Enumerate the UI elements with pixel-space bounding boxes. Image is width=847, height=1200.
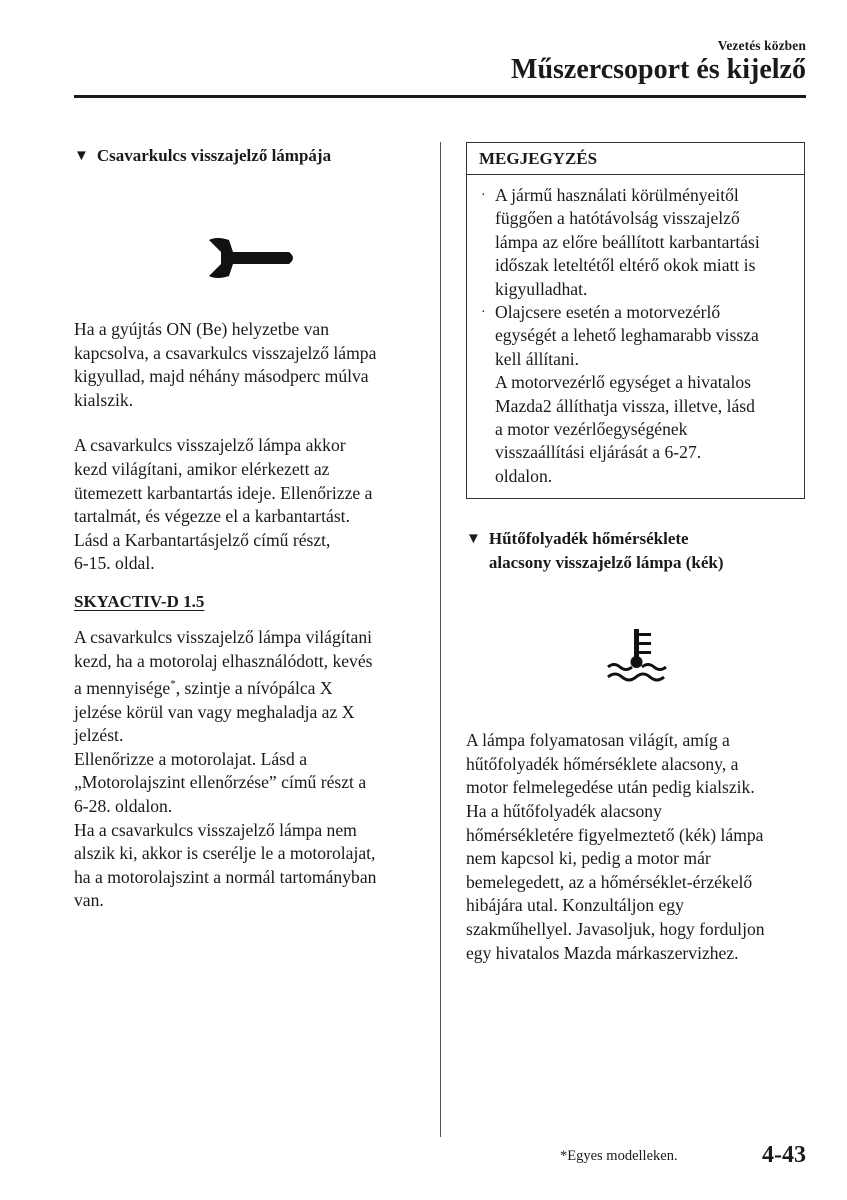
text-line: Lásd a Karbantartásjelző című részt, <box>74 529 331 550</box>
coolant-section-heading <box>466 527 807 575</box>
triangle-marker-icon: ▼ <box>74 148 89 164</box>
note-body <box>467 175 804 498</box>
text-line: kell állítani. <box>495 348 580 369</box>
text-line: függően a hatótávolság visszajelző <box>495 208 740 229</box>
text-line: A csavarkulcs visszajelző lámpa akkor <box>74 435 346 456</box>
text-line: bemelegedett, az a hőmérséklet-érzékelő <box>466 871 753 892</box>
text-line: motor felmelegedése után pedig kialszik. <box>466 777 755 798</box>
text-line: kigyulladhat. <box>495 278 588 299</box>
wrench-paragraph-2 <box>74 434 424 576</box>
text-line: lámpa az előre beállított karbantartási <box>495 231 760 252</box>
text-line: A csavarkulcs visszajelző lámpa világítani <box>74 626 373 647</box>
text-line: hibájára utal. Konzultáljon egy <box>466 895 684 916</box>
text-line: 6-15. oldal. <box>74 553 155 574</box>
coolant-paragraph <box>466 729 807 965</box>
text-line: kezd világítani, amikor elérkezett az <box>74 458 330 479</box>
text-line: 6-28. oldalon. <box>74 795 173 816</box>
text-line: hőmérsékletére figyelmeztető (kék) lámpa <box>466 824 764 845</box>
heading-line: alacsony visszajelző lámpa (kék) <box>488 553 724 573</box>
text-line: ha a motorolajszint a normál tartományban <box>74 866 377 887</box>
text-line: hűtőfolyadék hőmérséklete alacsony, a <box>466 753 739 774</box>
wrench-icon-wrap <box>74 228 424 288</box>
text-line: A lámpa folyamatosan világít, amíg a <box>466 730 730 751</box>
right-column <box>466 142 807 965</box>
text-line: Ha a hűtőfolyadék alacsony <box>466 801 662 822</box>
header-section-label: Vezetés közben <box>717 38 806 53</box>
text-line: kapcsolva, a csavarkulcs visszajelző lámpa <box>74 342 377 363</box>
footnote-marker: * <box>170 678 176 691</box>
text-line: „Motorolajszint ellenőrzése” című részt a <box>74 772 367 793</box>
text-line: kezd, ha a motorolaj elhasználódott, kevés <box>74 650 373 671</box>
text-line: ütemezett karbantartás ideje. Ellenőrizze a <box>74 482 373 503</box>
coolant-icon-wrap <box>466 625 807 689</box>
page-number: 4-43 <box>762 1142 806 1168</box>
text-line: alszik ki, akkor is cserélje le a motorolajat, <box>74 843 376 864</box>
footnote: *Egyes modelleken. <box>560 1148 678 1164</box>
wrench-paragraph-1 <box>74 318 424 412</box>
heading-line: Hűtőfolyadék hőmérséklete <box>488 529 689 549</box>
wrench-section-heading <box>74 144 424 168</box>
text-fragment: , szintje a nívópálca X <box>175 677 333 698</box>
text-line: nem kapcsol ki, pedig a motor már <box>466 848 711 869</box>
wrench-icon <box>199 228 299 288</box>
text-line: jelzést. <box>74 725 124 746</box>
skyactiv-subheading: SKYACTIV-D 1.5 <box>74 591 205 611</box>
coolant-temperature-icon <box>602 625 672 689</box>
bullet-dot: · <box>481 188 486 203</box>
coolant-heading-text <box>489 527 807 575</box>
text-line: időszak leteltétől eltérő okok miatt is <box>495 255 756 276</box>
text-line: egy hivatalos Mazda márkaszervizhez. <box>466 942 739 963</box>
bullet-dot: · <box>481 305 486 321</box>
column-divider <box>440 142 441 1137</box>
note-item-text <box>495 184 796 301</box>
text-line: visszaállítási eljárását a 6-27. <box>495 442 702 463</box>
header-rule <box>74 95 806 98</box>
text-fragment: a mennyisége <box>74 677 171 698</box>
text-line: oldalon. <box>495 465 553 486</box>
note-title: MEGJEGYZÉS <box>467 143 804 175</box>
skyactiv-paragraph <box>74 626 424 913</box>
text-line: Olajcsere esetén a motorvezérlő <box>495 302 721 323</box>
text-line: tartalmát, és végezze el a karbantartást. <box>74 506 350 527</box>
text-line: kialszik. <box>74 389 134 410</box>
note-item-text <box>495 301 796 488</box>
text-line: A jármű használati körülményeitől <box>495 185 739 205</box>
text-line: egységét a lehető leghamarabb vissza <box>495 325 759 346</box>
note-box <box>466 142 805 499</box>
wrench-heading-text: Csavarkulcs visszajelző lámpája <box>96 146 332 165</box>
text-line: szakműhellyel. Javasoljuk, hogy forduljon <box>466 919 765 940</box>
left-column <box>74 144 424 913</box>
text-line: Mazda2 állíthatja vissza, illetve, lásd <box>495 395 755 416</box>
page-title: Műszercsoport és kijelző <box>511 54 806 85</box>
text-line: kigyullad, majd néhány másodperc múlva <box>74 366 369 387</box>
triangle-marker-icon: ▼ <box>466 531 481 548</box>
text-line: Ha a csavarkulcs visszajelző lámpa nem <box>74 819 357 840</box>
note-item <box>481 184 796 301</box>
text-line: A motorvezérlő egységet a hivatalos <box>495 372 752 393</box>
note-item <box>481 301 796 488</box>
text-line: Ellenőrizze a motorolajat. Lásd a <box>74 748 308 769</box>
text-line: a motor vezérlőegységének <box>495 419 688 440</box>
text-line: van. <box>74 890 104 911</box>
text-line: jelzése körül van vagy meghaladja az X <box>74 701 355 722</box>
text-line: Ha a gyújtás ON (Be) helyzetbe van <box>74 319 330 339</box>
text-line <box>74 673 424 700</box>
